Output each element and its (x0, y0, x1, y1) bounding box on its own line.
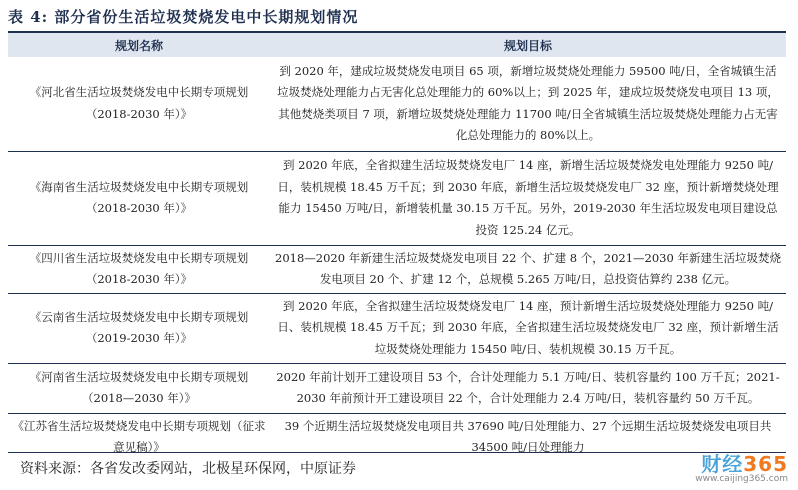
header-plan-target: 规划目标 (270, 33, 786, 57)
plan-target-cell: 到 2020 年底，全省拟建生活垃圾焚烧发电厂 14 座，预计新增生活垃圾焚烧处理能力 9250 吨/日、装机规模 18.45 万千瓦；到 2030 年底，全省拟建生活垃圾焚烧发电厂 32 座，预计新增生活垃圾焚烧处理能力 15450 吨/日、装机规模 30.15 万千瓦。 (270, 293, 786, 363)
table-title: 表 4: 部分省份生活垃圾焚烧发电中长期规划情况 (8, 8, 359, 26)
source-note: 资料来源：各省发改委网站，北极星环保网，中原证券 (20, 461, 356, 477)
plan-target-cell: 到 2020 年，建成垃圾焚烧发电项目 65 项，新增垃圾焚烧处理能力 59500 吨/日，全省城镇生活垃圾焚烧处理能力占无害化总处理能力的 60%以上；到 2025 年，建成垃圾焚烧发电项目 13 项，其他焚烧类项目 7 项，新增垃圾焚烧处理能力 11700 吨/日全省城镇生活垃圾焚烧处理能力占无害化总处理能力的 80%以上。 (270, 57, 786, 151)
plan-target-cell: 2018—2020 年新建生活垃圾焚烧发电项目 22 个、扩建 8 个，2021—2030 年新建生活垃圾焚烧发电项目 20 个、扩建 12 个，总规模 5.265 万吨/日，总投资估算约 238 亿元。 (270, 245, 786, 293)
plan-name-cell: 《云南省生活垃圾焚烧发电中长期专项规划（2019-2030 年）》 (8, 293, 270, 363)
plan-name-cell: 《河南省生活垃圾焚烧发电中长期专项规划（2018—2030 年）》 (8, 363, 270, 413)
table-row (8, 57, 786, 151)
bottom-rule (8, 452, 786, 453)
plan-name-cell: 《海南省生活垃圾焚烧发电中长期专项规划（2018-2030 年）》 (8, 151, 270, 245)
watermark-logo (695, 448, 788, 477)
table-row (8, 413, 786, 461)
header-plan-name: 规划名称 (8, 33, 270, 57)
watermark (695, 448, 788, 484)
watermark-logo-a: 财经 (701, 452, 744, 476)
table-row (8, 363, 786, 413)
table-row (8, 293, 786, 363)
table-row (8, 151, 786, 245)
plan-target-cell: 到 2020 年底，全省拟建生活垃圾焚烧发电厂 14 座，新增生活垃圾焚烧发电处理能力 9250 吨/日，装机规模 18.45 万千瓦；到 2030 年底，新增生活垃圾焚烧发电厂 32 座，预计新增焚烧处理能力 15450 万吨/日，新增装机量 30.15 万千瓦。另外，2019-2030 年生活垃圾发电项目建设总投资 125.24 亿元。 (270, 151, 786, 245)
plan-target-cell: 39 个近期生活垃圾焚烧发电项目共 37690 吨/日处理能力、27 个远期生活垃圾焚烧发电项目共 34500 吨/日处理能力 (284, 418, 772, 455)
plan-name-cell: 《江苏省生活垃圾焚烧发电中长期专项规划（征求意见稿）》 (12, 418, 266, 455)
table-header-row (8, 33, 786, 57)
plan-table (8, 33, 786, 461)
plan-target-cell: 2020 年前计划开工建设项目 53 个，合计处理能力 5.1 万吨/日、装机容量约 100 万千瓦；2021-2030 年前预计开工建设项目 22 个，合计处理能力 2.4 万吨/日，装机容量约 50 万千瓦。 (270, 363, 786, 413)
plan-name-cell: 《四川省生活垃圾焚烧发电中长期专项规划（2018-2030 年）》 (8, 245, 270, 293)
watermark-logo-b: 365 (743, 452, 788, 476)
watermark-url: www.caijing365.com (695, 474, 788, 484)
plan-name-cell: 《河北省生活垃圾焚烧发电中长期专项规划（2018-2030 年）》 (8, 57, 270, 151)
table-row (8, 245, 786, 293)
